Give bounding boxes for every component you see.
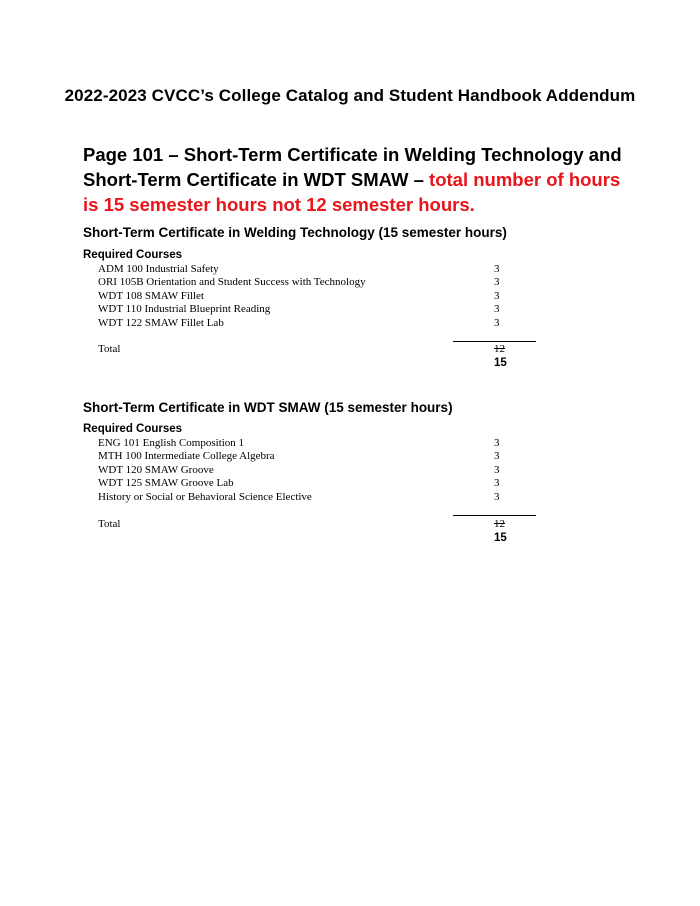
required-courses-label: Required Courses (83, 249, 183, 261)
course-hours: 3 (494, 437, 500, 449)
required-courses-label: Required Courses (83, 423, 183, 435)
certificate-heading: Short-Term Certificate in WDT SMAW (15 semester hours) (83, 400, 453, 415)
course-row (98, 317, 518, 330)
course-row (98, 437, 518, 450)
course-row (98, 464, 518, 477)
course-row (98, 450, 518, 463)
course-name: ADM 100 Industrial Safety (98, 263, 219, 275)
course-hours: 3 (494, 276, 500, 289)
course-name: WDT 108 SMAW Fillet (98, 289, 204, 302)
total-label: Total (98, 518, 121, 530)
document-title: 2022-2023 CVCC’s College Catalog and Student Handbook Addendum (64, 86, 636, 105)
total-rule (453, 341, 536, 342)
old-total: 12 (494, 343, 505, 355)
course-name: WDT 122 SMAW Fillet Lab (98, 316, 224, 329)
course-list (98, 437, 518, 504)
certificate-heading: Short-Term Certificate in Welding Technology (15 semester hours) (83, 225, 507, 240)
course-hours: 3 (494, 463, 500, 476)
course-row (98, 276, 518, 289)
course-name: WDT 120 SMAW Groove (98, 463, 214, 476)
total-label: Total (98, 343, 121, 355)
notice-highlight: total number of hours is 15 semester hours not 12 semester hours. (83, 169, 621, 215)
course-hours: 3 (494, 263, 500, 275)
course-name: ORI 105B Orientation and Student Success with Technology (98, 276, 366, 289)
new-total: 15 (494, 357, 507, 369)
course-row (98, 303, 518, 316)
course-name: MTH 100 Intermediate College Algebra (98, 450, 275, 463)
old-total: 12 (494, 518, 505, 530)
course-row (98, 477, 518, 490)
course-name: WDT 110 Industrial Blueprint Reading (98, 303, 271, 316)
notice-text: Page 101 – Short-Term Certificate in Welding Technology and Short-Term Certificate in WDT SMAW – (83, 144, 622, 190)
course-row (98, 263, 518, 276)
course-name: ENG 101 English Composition 1 (98, 437, 245, 449)
course-name: WDT 125 SMAW Groove Lab (98, 477, 234, 490)
course-hours: 3 (494, 289, 500, 302)
course-hours: 3 (494, 477, 500, 490)
course-row (98, 491, 518, 504)
course-name: History or Social or Behavioral Science Elective (98, 490, 312, 503)
new-total: 15 (494, 532, 507, 544)
course-hours: 3 (494, 316, 500, 329)
course-row (98, 290, 518, 303)
course-hours: 3 (494, 303, 500, 316)
course-list (98, 263, 518, 330)
total-rule (453, 515, 536, 516)
course-hours: 3 (494, 490, 500, 503)
course-hours: 3 (494, 450, 500, 463)
correction-notice (83, 142, 623, 217)
